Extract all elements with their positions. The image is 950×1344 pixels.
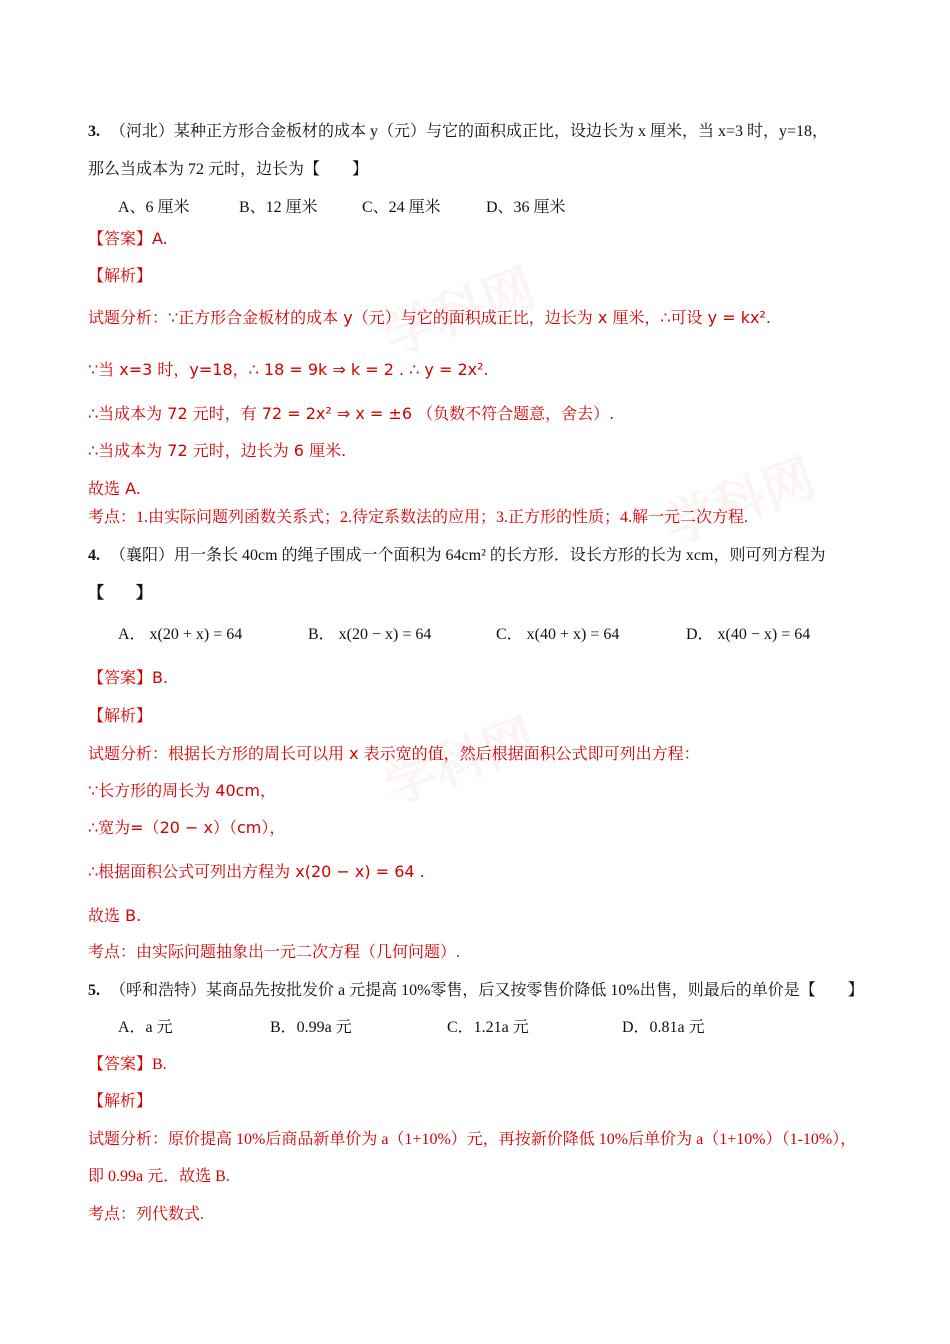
question-3-options — [0, 196, 950, 220]
analysis-line: ∴当成本为 72 元时，有 72 = 2x² ⇒ x = ±6 （负数不符合题意，舍去）. — [88, 404, 615, 423]
option-a: A． x(20 + x) = 64 — [118, 626, 243, 643]
option-d: D．0.81a 元 — [622, 1019, 705, 1036]
question-number: 5. — [88, 982, 100, 999]
option-c: C、24 厘米 — [362, 199, 441, 216]
analysis-line: ∵长方形的周长为 40cm， — [88, 781, 277, 800]
option-b: B． x(20 − x) = 64 — [308, 626, 432, 643]
option-d: D． x(40 − x) = 64 — [686, 626, 811, 643]
question-3-stem-line1: 3. （河北）某种正方形合金板材的成本 y（元）与它的面积成正比，设边长为 x 厘米，当 x=3 时，y=18， — [88, 123, 829, 140]
question-3-stem-line2: 那么当成本为 72 元时，边长为【 】 — [88, 161, 369, 178]
kaodian: 考点：列代数式. — [88, 1206, 205, 1223]
analysis-line: 即 0.99a 元．故选 B. — [88, 1168, 230, 1185]
kaodian: 考点：1.由实际问题列函数关系式；2.待定系数法的应用；3.正方形的性质；4.解一元二次方程. — [88, 509, 749, 526]
option-a: A、6 厘米 — [118, 199, 190, 216]
analysis-title: 【解析】 — [88, 1093, 153, 1110]
question-4-options — [0, 623, 950, 647]
option-b: B．0.99a 元 — [270, 1019, 352, 1036]
answer: 【答案】B. — [88, 1056, 167, 1073]
analysis-line: ∴根据面积公式可列出方程为 x(20 − x) = 64 . — [88, 862, 425, 881]
analysis-line: 试题分析：根据长方形的周长可以用 x 表示宽的值，然后根据面积公式即可列出方程： — [88, 744, 700, 763]
question-5-options — [0, 1016, 950, 1040]
option-b: B、12 厘米 — [239, 199, 318, 216]
option-c: C．1.21a 元 — [447, 1019, 529, 1036]
watermark: 学科网 — [656, 447, 824, 558]
analysis-line: 试题分析：原价提高 10%后商品新单价为 a（1+10%）元，再按新价降低 10%后单价为 a（1+10%）（1-10%）， — [88, 1131, 857, 1148]
option-a: A．a 元 — [118, 1019, 173, 1036]
question-4-stem-line1: 4. （襄阳）用一条长 40cm 的绳子围成一个面积为 64cm² 的长方形．设长方形的长为 xcm，则可列方程为 — [88, 547, 826, 564]
answer: 【答案】B. — [88, 668, 169, 687]
question-4-stem-line2: 【 】 — [88, 585, 153, 602]
analysis-line: ∴当成本为 72 元时，边长为 6 厘米. — [88, 441, 347, 460]
question-number: 3. — [88, 123, 100, 140]
option-c: C． x(40 + x) = 64 — [496, 626, 620, 643]
watermark: 学科网 — [376, 257, 544, 368]
question-number: 4. — [88, 547, 100, 564]
analysis-line: ∵当 x=3 时，y=18，∴ 18 = 9k ⇒ k = 2 . ∴ y = 2x². — [88, 360, 489, 379]
analysis-line: 故选 B. — [88, 906, 142, 925]
watermark: 学科网 — [376, 707, 544, 818]
analysis-title: 【解析】 — [88, 266, 153, 285]
analysis-line: ∴宽为=（20 − x）（cm）， — [88, 818, 286, 837]
answer: 【答案】A. — [88, 229, 168, 248]
analysis-title: 【解析】 — [88, 706, 153, 725]
option-d: D、36 厘米 — [486, 199, 566, 216]
analysis-line: 试题分析：∵正方形合金板材的成本 y（元）与它的面积成正比，边长为 x 厘米，∴可设 y = kx². — [88, 308, 771, 327]
analysis-line: 故选 A. — [88, 479, 141, 498]
kaodian: 考点：由实际问题抽象出一元二次方程（几何问题）. — [88, 944, 461, 961]
question-5-stem-line1: 5. （呼和浩特）某商品先按批发价 a 元提高 10%零售，后又按零售价降低 10%出售，则最后的单价是【 】 — [88, 982, 864, 999]
